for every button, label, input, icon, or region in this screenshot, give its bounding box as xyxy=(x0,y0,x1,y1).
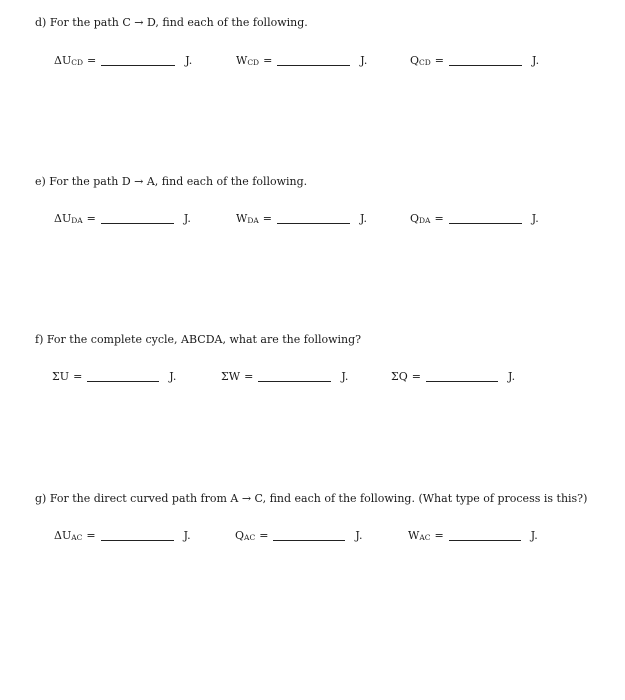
symbol-delta-u-ac: $\Delta U_{AC}$ xyxy=(54,529,83,542)
answer-blank-delta-u-cd[interactable] xyxy=(101,55,175,66)
symbol-w-ac: $W_{AC}$ xyxy=(408,529,431,542)
answer-blank-w-da[interactable] xyxy=(277,213,350,224)
field-q-da xyxy=(410,212,539,226)
symbol-delta-u-da: $\Delta U_{DA}$ xyxy=(54,212,83,225)
symbol-q-da: $Q_{DA}$ xyxy=(410,212,431,225)
answer-blank-q-cd[interactable] xyxy=(449,55,522,66)
answer-blank-q-da[interactable] xyxy=(449,213,522,224)
symbol-sum-w: ΣW xyxy=(221,370,241,383)
equals-sign: = xyxy=(434,54,445,67)
answer-blank-sum-u[interactable] xyxy=(87,371,159,382)
field-w-ac xyxy=(408,529,538,543)
symbol-w-cd: $W_{CD}$ xyxy=(236,54,260,67)
equals-sign: = xyxy=(259,529,269,542)
equals-sign: = xyxy=(244,370,254,383)
symbol-w-da: $W_{DA}$ xyxy=(236,212,259,225)
unit-label: J. xyxy=(185,54,193,67)
unit-label: J. xyxy=(532,54,540,67)
equals-sign: = xyxy=(86,212,96,225)
unit-label: J. xyxy=(169,370,177,383)
field-sum-u xyxy=(52,370,176,384)
symbol-sum-u: ΣU xyxy=(52,370,70,383)
equals-sign: = xyxy=(263,54,273,67)
equals-sign: = xyxy=(434,529,444,542)
unit-label: J. xyxy=(360,54,368,67)
field-delta-u-ac xyxy=(54,529,191,543)
field-delta-u-da xyxy=(54,212,191,226)
question-f: f) For the complete cycle, ABCDA, what are the following? xyxy=(35,333,362,346)
field-w-da xyxy=(236,212,367,226)
symbol-sum-q: ΣQ xyxy=(391,370,408,383)
answer-blank-q-ac[interactable] xyxy=(273,530,345,541)
answer-row-f xyxy=(0,370,625,386)
answer-row-g xyxy=(0,529,625,545)
answer-blank-sum-w[interactable] xyxy=(258,371,331,382)
answer-blank-w-ac[interactable] xyxy=(449,530,521,541)
question-d: d) For the path C → D, find each of the following. xyxy=(35,16,308,29)
field-q-cd xyxy=(410,54,539,68)
equals-sign: = xyxy=(411,370,422,383)
unit-label: J. xyxy=(531,212,539,225)
symbol-q-ac: $Q_{AC}$ xyxy=(235,529,256,542)
unit-label: J. xyxy=(355,529,363,542)
question-e: e) For the path D → A, find each of the following. xyxy=(35,175,308,188)
symbol-delta-u-cd: $\Delta U_{CD}$ xyxy=(54,54,83,67)
unit-label: J. xyxy=(183,529,191,542)
equals-sign: = xyxy=(434,212,444,225)
field-sum-w xyxy=(221,370,348,384)
answer-blank-delta-u-ac[interactable] xyxy=(101,530,174,541)
unit-label: J. xyxy=(508,370,516,383)
field-w-cd xyxy=(236,54,367,68)
unit-label: J. xyxy=(359,212,368,225)
symbol-q-cd: $Q_{CD}$ xyxy=(410,54,431,67)
answer-blank-sum-q[interactable] xyxy=(426,371,498,382)
field-delta-u-cd xyxy=(54,54,192,68)
field-q-ac xyxy=(235,529,362,543)
answer-row-d xyxy=(0,54,625,70)
unit-label: J. xyxy=(341,370,349,383)
equals-sign: = xyxy=(73,370,83,383)
answer-blank-delta-u-da[interactable] xyxy=(101,213,174,224)
field-sum-q xyxy=(391,370,515,384)
equals-sign: = xyxy=(86,54,97,67)
answer-row-e xyxy=(0,212,625,228)
question-g: g) For the direct curved path from A → C, find each of the following. (What type of process is this?) xyxy=(35,492,588,505)
answer-blank-w-cd[interactable] xyxy=(277,55,350,66)
equals-sign: = xyxy=(86,529,96,542)
unit-label: J. xyxy=(530,529,538,542)
unit-label: J. xyxy=(183,212,191,225)
equals-sign: = xyxy=(262,212,272,225)
